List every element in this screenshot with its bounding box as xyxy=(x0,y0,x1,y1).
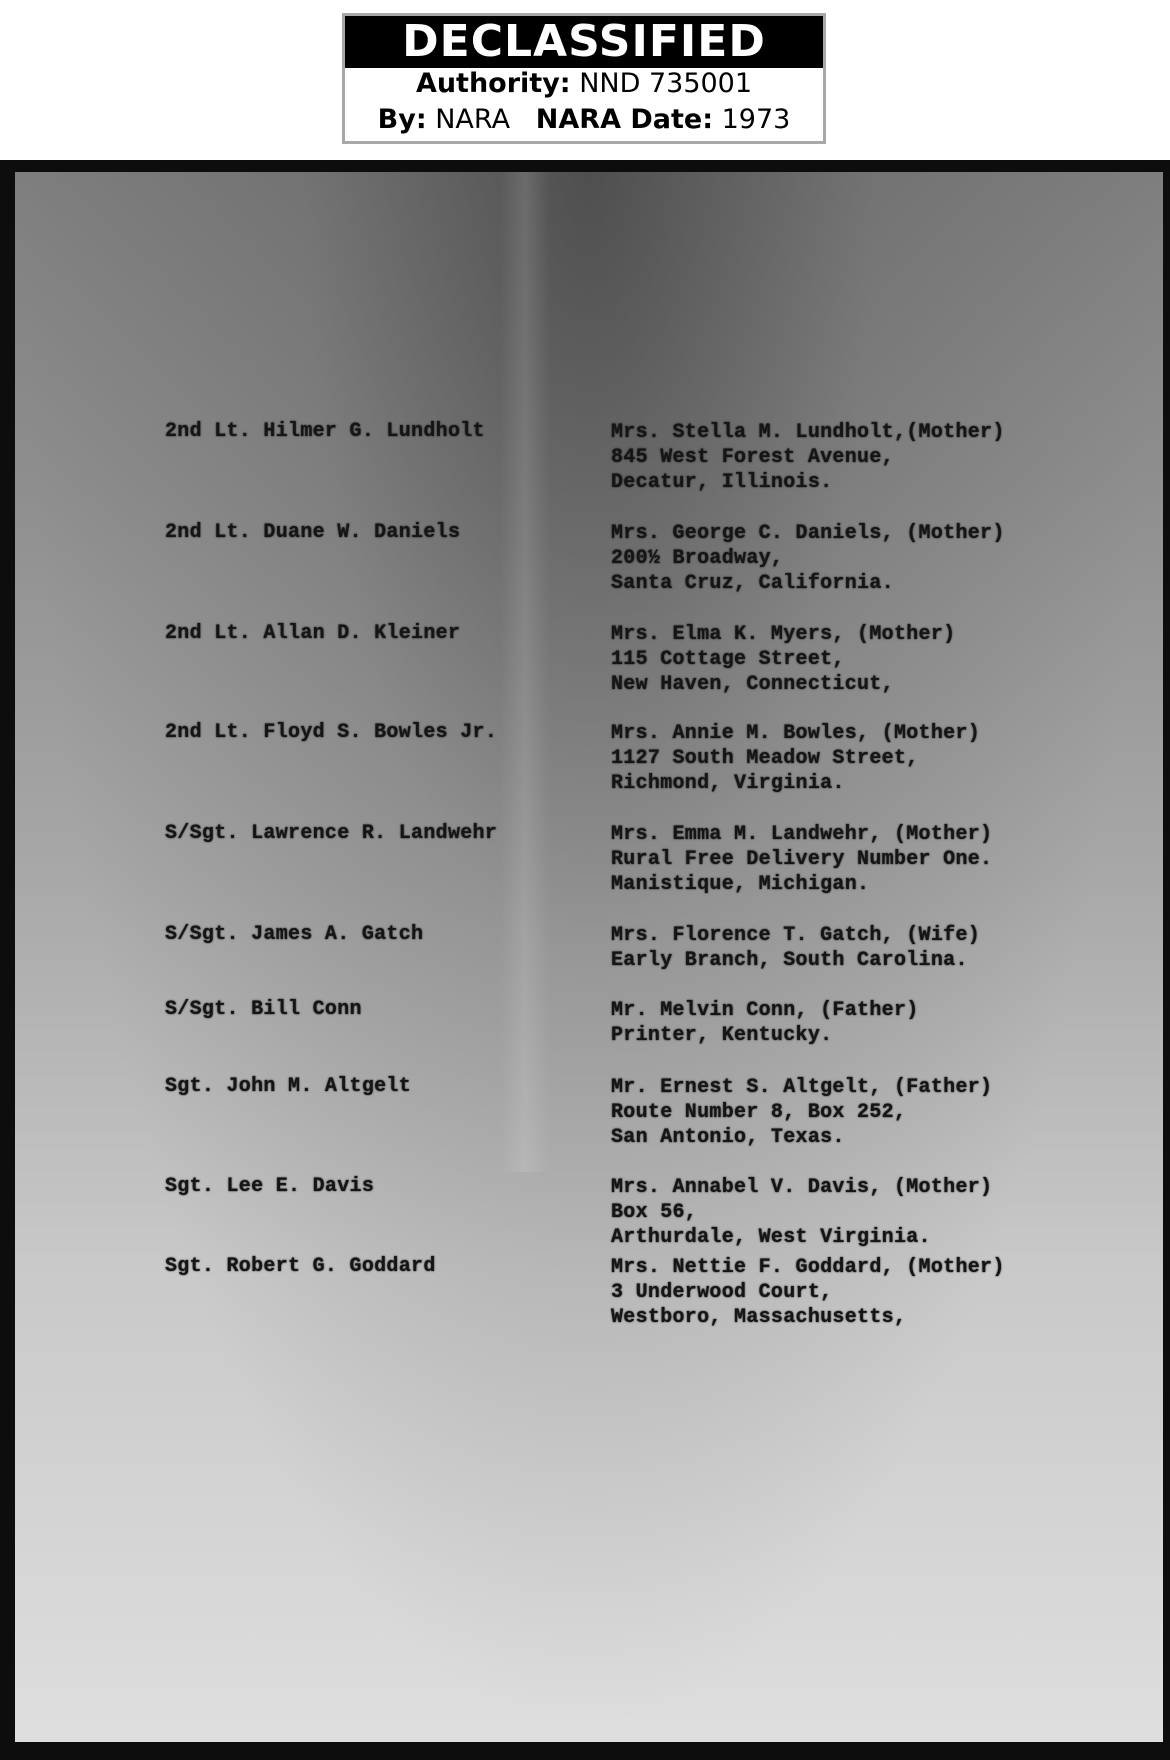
address-line: Early Branch, South Carolina. xyxy=(611,949,968,972)
stamp-authority-value: NND 735001 xyxy=(579,68,753,99)
stamp-by-line xyxy=(345,104,823,140)
address-line: Mrs. Nettie F. Goddard, (Mother) xyxy=(611,1256,1005,1279)
declassified-stamp xyxy=(342,13,826,144)
crew-member-name: S/Sgt. Lawrence R. Landwehr xyxy=(165,822,498,845)
address-line: Arthurdale, West Virginia. xyxy=(611,1226,931,1249)
address-line: Mrs. Annie M. Bowles, (Mother) xyxy=(611,722,981,745)
crew-member-name: 2nd Lt. Allan D. Kleiner xyxy=(165,622,461,645)
stamp-by-label: By: xyxy=(377,104,427,135)
address-line: Mr. Melvin Conn, (Father) xyxy=(611,999,919,1022)
stamp-authority-line xyxy=(345,68,823,104)
address-line: Mr. Ernest S. Altgelt, (Father) xyxy=(611,1076,993,1099)
next-of-kin-address xyxy=(611,1255,1005,1330)
next-of-kin-address xyxy=(611,923,980,973)
address-line: Decatur, Illinois. xyxy=(611,471,833,494)
next-of-kin-address xyxy=(611,822,992,897)
address-line: Mrs. George C. Daniels, (Mother) xyxy=(611,522,1005,545)
address-line: Richmond, Virginia. xyxy=(611,772,845,795)
crew-member-name: Sgt. John M. Altgelt xyxy=(165,1075,412,1098)
stamp-date-label: NARA Date: xyxy=(535,104,714,135)
crew-member-name: Sgt. Robert G. Goddard xyxy=(165,1255,436,1278)
next-of-kin-address xyxy=(611,1175,992,1250)
stamp-by-value: NARA xyxy=(435,104,511,135)
address-line: Mrs. Emma M. Landwehr, (Mother) xyxy=(611,823,993,846)
address-line: Manistique, Michigan. xyxy=(611,873,870,896)
crew-member-name: 2nd Lt. Hilmer G. Lundholt xyxy=(165,420,485,443)
crew-member-name: 2nd Lt. Duane W. Daniels xyxy=(165,521,461,544)
address-line: Printer, Kentucky. xyxy=(611,1024,833,1047)
crew-member-name: S/Sgt. James A. Gatch xyxy=(165,923,424,946)
address-line: 115 Cottage Street, xyxy=(611,648,845,671)
address-line: New Haven, Connecticut, xyxy=(611,673,894,696)
crew-member-name: 2nd Lt. Floyd S. Bowles Jr. xyxy=(165,721,498,744)
address-line: Route Number 8, Box 252, xyxy=(611,1101,907,1124)
address-line: Santa Cruz, California. xyxy=(611,572,894,595)
next-of-kin-address xyxy=(611,1075,992,1150)
next-of-kin-address xyxy=(611,998,919,1048)
address-line: Mrs. Stella M. Lundholt,(Mother) xyxy=(611,421,1005,444)
next-of-kin-address xyxy=(611,622,955,697)
next-of-kin-address xyxy=(611,721,980,796)
paper-fold xyxy=(500,172,550,1172)
stamp-date-value: 1973 xyxy=(721,104,791,135)
crew-member-name: S/Sgt. Bill Conn xyxy=(165,998,362,1021)
address-line: Mrs. Annabel V. Davis, (Mother) xyxy=(611,1176,993,1199)
address-line: Westboro, Massachusetts, xyxy=(611,1306,907,1329)
paper-sheet xyxy=(15,172,1163,1742)
address-line: 1127 South Meadow Street, xyxy=(611,747,919,770)
address-line: 845 West Forest Avenue, xyxy=(611,446,894,469)
crew-member-name: Sgt. Lee E. Davis xyxy=(165,1175,375,1198)
address-line: Mrs. Elma K. Myers, (Mother) xyxy=(611,623,956,646)
stamp-authority-label: Authority: xyxy=(415,68,571,99)
next-of-kin-address xyxy=(611,420,1005,495)
address-line: Rural Free Delivery Number One. xyxy=(611,848,993,871)
address-line: 200½ Broadway, xyxy=(611,547,784,570)
address-line: San Antonio, Texas. xyxy=(611,1126,845,1149)
address-line: 3 Underwood Court, xyxy=(611,1281,833,1304)
next-of-kin-address xyxy=(611,521,1005,596)
address-line: Box 56, xyxy=(611,1201,698,1224)
address-line: Mrs. Florence T. Gatch, (Wife) xyxy=(611,924,981,947)
scanned-document xyxy=(0,160,1170,1760)
stamp-title: DECLASSIFIED xyxy=(345,16,823,68)
